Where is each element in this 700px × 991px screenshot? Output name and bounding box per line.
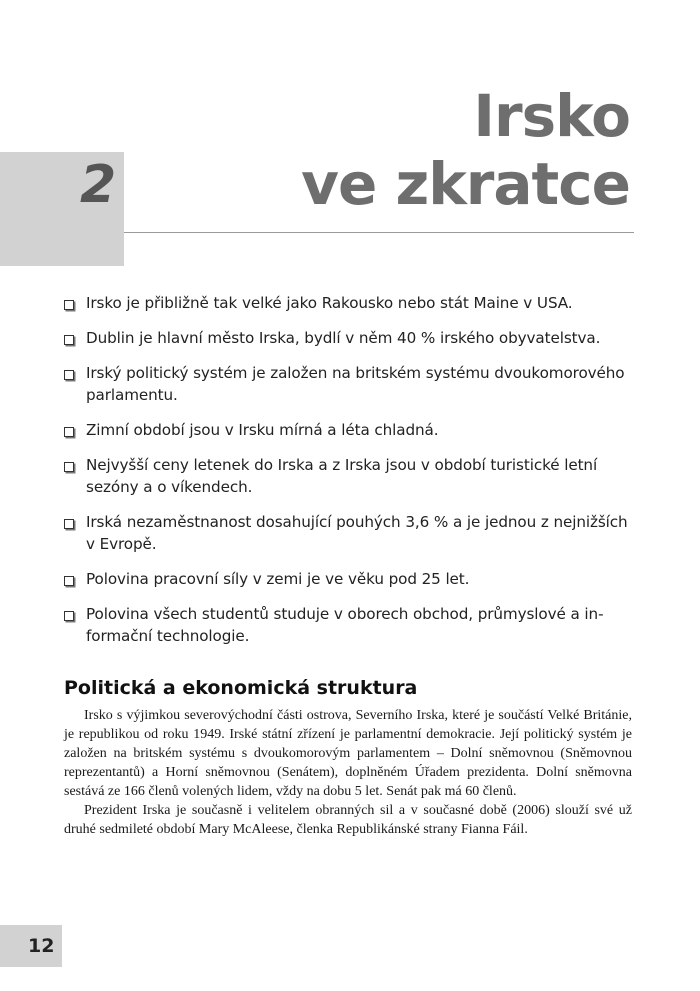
chapter-title-line-2: ve zkratce: [301, 150, 630, 218]
body-paragraph: Prezident Irska je současně i velitelem obranných sil a v současné době (2006) slouží své už druhé sedmileté období Mary McAleese, členka Republikánské strany Fianna Fáil.: [64, 803, 632, 837]
checkbox-bullet-icon: [64, 370, 74, 380]
fact-text: Zimní období jsou v Irsku mírná a léta chladná.: [86, 421, 439, 439]
fact-text: Polovina všech studentů studuje v oborech obchod, průmyslové a informační technologie.: [86, 605, 604, 645]
fact-text: Irská nezaměstnanost dosahující pouhých 3,6 % a je jednou z nejnižších v Evropě.: [86, 513, 628, 553]
chapter-title: [301, 82, 630, 218]
fact-item: [64, 292, 634, 314]
checkbox-bullet-icon: [64, 576, 74, 586]
checkbox-bullet-icon: [64, 519, 74, 529]
fact-item: [64, 362, 634, 406]
section-heading: Politická a ekonomická struktura: [64, 677, 418, 699]
title-divider: [124, 232, 634, 233]
fact-text: Dublin je hlavní město Irska, bydlí v něm 40 % irského obyvatelstva.: [86, 329, 601, 347]
fact-text: Irsko je přibližně tak velké jako Rakousko nebo stát Maine v USA.: [86, 294, 573, 312]
checkbox-bullet-icon: [64, 611, 74, 621]
checkbox-bullet-icon: [64, 300, 74, 310]
fact-text: Nejvyšší ceny letenek do Irska a z Irska jsou v období turistické letní sezóny a o víkendech.: [86, 456, 598, 496]
chapter-number: 2: [80, 155, 117, 215]
page-number: 12: [28, 935, 55, 957]
fact-text: Polovina pracovní síly v zemi je ve věku pod 25 let.: [86, 570, 470, 588]
checkbox-bullet-icon: [64, 427, 74, 437]
chapter-title-line-1: Irsko: [473, 82, 630, 150]
fact-text: Irský politický systém je založen na britském systému dvoukomorového parlamentu.: [86, 364, 625, 404]
fact-item: [64, 419, 634, 441]
body-paragraph: Irsko s výjimkou severovýchodní části ostrova, Severního Irska, které je součástí Velké Británie, je republikou od roku 1949. Irské státní zřízení je parlamentní demokracie. Její politický systém je založen na britském systému s dvoukomorovým parlamentem – Dolní sněmovnou (Sněmovnou reprezentantů) a Horní sněmovnou (Senátem), doplněném Úřadem prezidenta. Dolní sněmovna sestává ze 166 členů volených lidem, vždy na dobu 5 let. Senát pak má 60 členů.: [64, 708, 632, 799]
checkbox-bullet-icon: [64, 335, 74, 345]
facts-list: [64, 292, 634, 660]
checkbox-bullet-icon: [64, 462, 74, 472]
fact-item: [64, 454, 634, 498]
fact-item: [64, 603, 634, 647]
fact-item: [64, 327, 634, 349]
fact-item: [64, 511, 634, 555]
fact-item: [64, 568, 634, 590]
section-body: [64, 706, 632, 839]
